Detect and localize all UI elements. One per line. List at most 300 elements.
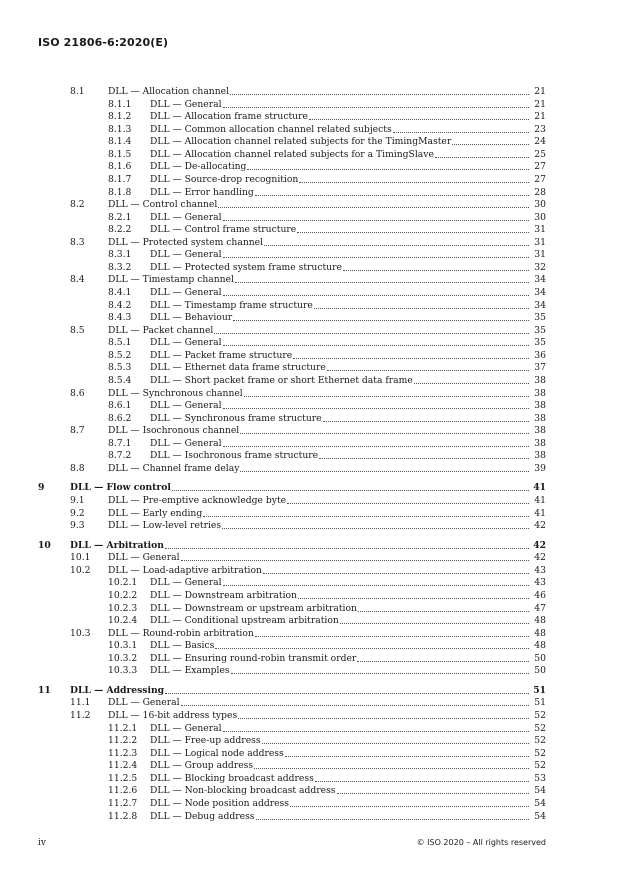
dot-leader bbox=[223, 337, 529, 346]
dot-leader bbox=[235, 274, 529, 283]
toc-entry-title: DLL — Addressing bbox=[70, 684, 165, 696]
dot-leader bbox=[255, 187, 529, 196]
toc-entry-line bbox=[108, 710, 546, 723]
dot-leader bbox=[223, 287, 529, 296]
toc-entry[interactable] bbox=[38, 552, 546, 565]
toc-entry-page: 50 bbox=[534, 665, 546, 677]
dot-leader bbox=[263, 565, 529, 574]
dot-leader bbox=[327, 362, 529, 371]
toc-entry[interactable] bbox=[38, 463, 546, 476]
toc-entry-number: 8.4.1 bbox=[108, 287, 132, 298]
toc-entry-title: DLL — Allocation channel related subjects for the TimingMaster bbox=[150, 136, 452, 148]
toc-entry-number: 8.1 bbox=[70, 86, 85, 97]
toc-entry-page: 30 bbox=[534, 211, 546, 223]
dot-leader bbox=[223, 723, 529, 732]
dot-leader bbox=[214, 325, 529, 334]
toc-entry-number: 11.2.3 bbox=[108, 747, 138, 759]
toc-entry-line bbox=[150, 362, 546, 375]
toc-entry-number: 9.1 bbox=[70, 495, 85, 506]
toc-entry-number: 8.1.5 bbox=[108, 148, 132, 160]
toc-entry-number: 11.2.1 bbox=[108, 722, 138, 734]
dot-leader bbox=[238, 710, 529, 719]
toc-entry-title: DLL — Allocation channel related subjects for a TimingSlave bbox=[150, 148, 434, 160]
dot-leader bbox=[223, 249, 529, 258]
copyright-notice: © ISO 2020 – All rights reserved bbox=[416, 838, 546, 847]
toc-entry-title: DLL — Source-drop recognition bbox=[150, 173, 299, 185]
toc-entry-line bbox=[108, 508, 546, 521]
dot-leader bbox=[358, 603, 529, 612]
toc-entry-page: 54 bbox=[534, 810, 546, 822]
toc-entry-number: 8.5.3 bbox=[108, 362, 132, 374]
toc-entry-line bbox=[150, 161, 546, 174]
toc-entry-title: DLL — Behaviour bbox=[150, 312, 233, 324]
toc-entry-page: 42 bbox=[533, 539, 546, 551]
toc-entry-title: DLL — Node position address bbox=[150, 797, 289, 809]
toc-entry-title: DLL — Control frame structure bbox=[150, 224, 297, 236]
dot-leader bbox=[340, 615, 529, 624]
toc-entry-line bbox=[150, 785, 546, 798]
toc-entry-number: 8.7 bbox=[70, 425, 85, 437]
toc-entry[interactable] bbox=[38, 723, 546, 736]
toc-entry-page: 52 bbox=[534, 722, 546, 734]
toc-entry-page: 38 bbox=[534, 450, 546, 462]
toc-entry[interactable] bbox=[38, 565, 546, 578]
dot-leader bbox=[298, 590, 529, 599]
toc-entry-page: 24 bbox=[534, 136, 546, 148]
toc-entry-number: 8.1.8 bbox=[108, 186, 132, 198]
toc-entry-page: 41 bbox=[534, 507, 546, 519]
toc-entry-page: 51 bbox=[533, 684, 546, 696]
toc-entry-number: 8.6.1 bbox=[108, 400, 132, 412]
toc-entry-title: DLL — 16-bit address types bbox=[108, 710, 238, 721]
toc-entry-page: 47 bbox=[534, 602, 546, 614]
toc-entry[interactable] bbox=[38, 350, 546, 363]
toc-entry[interactable] bbox=[38, 710, 546, 723]
toc-entry[interactable] bbox=[38, 249, 546, 262]
toc-entry-line bbox=[108, 425, 546, 438]
toc-entry-title: DLL — Short packet frame or short Ethernet data frame bbox=[150, 374, 413, 386]
toc-entry-number: 8.3 bbox=[70, 236, 85, 248]
toc-entry-page: 27 bbox=[534, 161, 546, 173]
chapter-gap bbox=[38, 475, 546, 482]
toc-entry-line bbox=[150, 450, 546, 463]
toc-entry-line bbox=[150, 603, 546, 616]
toc-entry[interactable] bbox=[38, 149, 546, 162]
toc-chapter-entry[interactable] bbox=[38, 540, 546, 553]
dot-leader bbox=[203, 508, 529, 517]
dot-leader bbox=[309, 111, 529, 120]
toc-entry-line bbox=[108, 463, 546, 476]
toc-entry-page: 35 bbox=[534, 337, 546, 349]
dot-leader bbox=[255, 628, 529, 637]
dot-leader bbox=[181, 552, 529, 561]
toc-entry[interactable] bbox=[38, 337, 546, 350]
toc-entry-page: 35 bbox=[534, 312, 546, 324]
toc-entry-line bbox=[150, 337, 546, 350]
toc-entry-title: DLL — Protected system frame structure bbox=[150, 261, 342, 273]
toc-entry-line bbox=[150, 413, 546, 426]
toc-entry-title: DLL — General bbox=[150, 98, 222, 110]
toc-entry[interactable] bbox=[38, 773, 546, 786]
toc-entry-title: DLL — Free-up address bbox=[150, 735, 261, 747]
toc-entry-line bbox=[150, 615, 546, 628]
toc-entry-line bbox=[150, 735, 546, 748]
toc-entry-page: 48 bbox=[534, 627, 546, 639]
toc-entry[interactable] bbox=[38, 640, 546, 653]
toc-entry-line bbox=[150, 124, 546, 137]
toc-entry-number: 8.5 bbox=[70, 324, 85, 336]
toc-entry-page: 31 bbox=[534, 224, 546, 236]
dot-leader bbox=[264, 237, 529, 246]
toc-entry-title: DLL — Packet channel bbox=[108, 324, 214, 336]
toc-entry-title: DLL — Logical node address bbox=[150, 747, 284, 759]
toc-entry-line bbox=[150, 300, 546, 313]
dot-leader bbox=[223, 577, 529, 586]
toc-entry-line bbox=[70, 540, 546, 553]
toc-entry-title: DLL — Timestamp channel bbox=[108, 274, 234, 286]
toc-entry-number: 8.6.2 bbox=[108, 412, 132, 424]
toc-entry[interactable] bbox=[38, 86, 546, 99]
toc-entry-title: DLL — Allocation frame structure bbox=[150, 111, 308, 123]
toc-entry-line bbox=[108, 199, 546, 212]
toc-entry-title: DLL — General bbox=[150, 577, 222, 589]
toc-entry[interactable] bbox=[38, 615, 546, 628]
toc-entry[interactable] bbox=[38, 174, 546, 187]
toc-entry[interactable] bbox=[38, 628, 546, 641]
dot-leader bbox=[435, 149, 529, 158]
toc-entry-title: DLL — Downstream arbitration bbox=[150, 589, 297, 601]
toc-entry[interactable] bbox=[38, 590, 546, 603]
document-header: ISO 21806-6:2020(E) bbox=[38, 36, 169, 49]
toc-entry-title: DLL — General bbox=[150, 722, 222, 734]
toc-entry-number: 8.6 bbox=[70, 387, 85, 399]
toc-entry-line bbox=[150, 111, 546, 124]
toc-entry-number: 8.7.2 bbox=[108, 450, 132, 462]
toc-entry-number: 9.3 bbox=[70, 520, 85, 532]
chapter-gap bbox=[38, 533, 546, 540]
toc-entry-number: 11.2.8 bbox=[108, 810, 138, 822]
toc-entry-title: DLL — Ethernet data frame structure bbox=[150, 362, 326, 374]
toc-entry-page: 28 bbox=[534, 186, 546, 198]
toc-entry-line bbox=[150, 312, 546, 325]
toc-entry-line bbox=[70, 685, 546, 698]
toc-entry[interactable] bbox=[38, 124, 546, 137]
toc-entry-line bbox=[150, 174, 546, 187]
dot-leader bbox=[230, 86, 529, 95]
toc-entry-line bbox=[150, 212, 546, 225]
dot-leader bbox=[254, 760, 529, 769]
toc-entry[interactable] bbox=[38, 99, 546, 112]
toc-entry-page: 27 bbox=[534, 173, 546, 185]
toc-entry-number: 8.5.1 bbox=[108, 337, 132, 349]
toc-entry-page: 21 bbox=[534, 98, 546, 110]
dot-leader bbox=[244, 388, 529, 397]
toc-entry-title: DLL — General bbox=[150, 337, 222, 349]
toc-entry-number: 8.1.4 bbox=[108, 136, 132, 148]
toc-entry-page: 46 bbox=[534, 589, 546, 601]
toc-entry-number: 11 bbox=[38, 684, 51, 696]
toc-entry[interactable] bbox=[38, 388, 546, 401]
dot-leader bbox=[319, 450, 529, 459]
toc-entry-line bbox=[150, 249, 546, 262]
toc-entry-page: 48 bbox=[534, 640, 546, 652]
toc-entry[interactable] bbox=[38, 111, 546, 124]
toc-entry[interactable] bbox=[38, 312, 546, 325]
toc-entry-page: 38 bbox=[534, 374, 546, 386]
dot-leader bbox=[231, 665, 529, 674]
toc-entry-title: DLL — Group address bbox=[150, 760, 254, 772]
toc-entry-title: DLL — Control channel bbox=[108, 199, 218, 211]
toc-entry-title: DLL — Arbitration bbox=[70, 539, 164, 551]
toc-entry-title: DLL — Examples bbox=[150, 665, 230, 677]
toc-entry[interactable] bbox=[38, 199, 546, 212]
toc-entry[interactable] bbox=[38, 438, 546, 451]
toc-entry[interactable] bbox=[38, 577, 546, 590]
toc-entry-page: 52 bbox=[534, 760, 546, 772]
toc-entry-number: 11.1 bbox=[70, 697, 91, 709]
toc-entry-page: 23 bbox=[534, 123, 546, 135]
toc-entry-line bbox=[150, 640, 546, 653]
toc-entry[interactable] bbox=[38, 425, 546, 438]
toc-entry-line bbox=[150, 99, 546, 112]
toc-entry[interactable] bbox=[38, 136, 546, 149]
toc-entry-number: 8.4.2 bbox=[108, 299, 132, 311]
toc-entry-number: 11.2.7 bbox=[108, 797, 138, 809]
toc-entry-line bbox=[108, 237, 546, 250]
dot-leader bbox=[290, 798, 529, 807]
toc-entry-number: 11.2.5 bbox=[108, 772, 138, 784]
toc-entry-page: 32 bbox=[534, 261, 546, 273]
dot-leader bbox=[357, 653, 529, 662]
dot-leader bbox=[299, 174, 529, 183]
dot-leader bbox=[222, 520, 529, 529]
toc-entry-number: 11.2.4 bbox=[108, 760, 138, 772]
toc-entry-number: 10.3.1 bbox=[108, 640, 138, 652]
toc-entry-page: 36 bbox=[534, 349, 546, 361]
toc-entry[interactable] bbox=[38, 665, 546, 678]
toc-entry-page: 43 bbox=[534, 577, 546, 589]
toc-entry-number: 8.4.3 bbox=[108, 312, 132, 324]
toc-entry-page: 52 bbox=[534, 747, 546, 759]
toc-entry-page: 39 bbox=[534, 462, 546, 474]
toc-entry[interactable] bbox=[38, 495, 546, 508]
toc-entry[interactable] bbox=[38, 325, 546, 338]
toc-entry-page: 38 bbox=[534, 412, 546, 424]
dot-leader bbox=[452, 136, 529, 145]
toc-entry-number: 8.5.4 bbox=[108, 374, 132, 386]
toc-entry-page: 37 bbox=[534, 362, 546, 374]
toc-entry-number: 8.3.2 bbox=[108, 261, 132, 273]
toc-entry-line bbox=[108, 495, 546, 508]
toc-entry-page: 41 bbox=[533, 482, 546, 494]
toc-entry-line bbox=[150, 149, 546, 162]
toc-entry-title: DLL — De-allocating bbox=[150, 161, 247, 173]
toc-entry-number: 8.4 bbox=[70, 274, 85, 286]
toc-entry-title: DLL — Conditional upstream arbitration bbox=[150, 615, 339, 627]
toc-entry[interactable] bbox=[38, 508, 546, 521]
dot-leader bbox=[414, 375, 529, 384]
toc-entry[interactable] bbox=[38, 653, 546, 666]
toc-entry[interactable] bbox=[38, 300, 546, 313]
toc-entry[interactable] bbox=[38, 413, 546, 426]
toc-entry-page: 31 bbox=[534, 249, 546, 261]
toc-entry-line bbox=[108, 697, 546, 710]
dot-leader bbox=[337, 785, 529, 794]
toc-entry-title: DLL — Channel frame delay bbox=[108, 462, 240, 474]
toc-entry-title: DLL — Isochronous channel bbox=[108, 425, 240, 437]
toc-entry[interactable] bbox=[38, 262, 546, 275]
toc-entry-number: 10.3 bbox=[70, 627, 91, 639]
toc-entry-page: 34 bbox=[534, 287, 546, 298]
toc-entry-number: 8.1.3 bbox=[108, 123, 132, 135]
toc-entry[interactable] bbox=[38, 224, 546, 237]
toc-entry[interactable] bbox=[38, 811, 546, 824]
toc-entry[interactable] bbox=[38, 212, 546, 225]
toc-entry-line bbox=[108, 274, 546, 287]
toc-entry-number: 10.2.3 bbox=[108, 602, 138, 614]
toc-entry-title: DLL — Ensuring round-robin transmit order bbox=[150, 652, 357, 664]
toc-entry-page: 38 bbox=[534, 400, 546, 412]
toc-entry-title: DLL — General bbox=[150, 437, 222, 449]
dot-leader bbox=[165, 540, 529, 549]
toc-entry-title: DLL — Timestamp frame structure bbox=[150, 299, 313, 311]
chapter-gap bbox=[38, 678, 546, 685]
toc-entry[interactable] bbox=[38, 274, 546, 287]
toc-entry[interactable] bbox=[38, 697, 546, 710]
dot-leader bbox=[223, 99, 529, 108]
toc-entry-page: 38 bbox=[534, 437, 546, 449]
toc-entry-number: 8.8 bbox=[70, 462, 85, 474]
toc-entry-title: DLL — Protected system channel bbox=[108, 236, 264, 248]
toc-entry[interactable] bbox=[38, 362, 546, 375]
toc-entry-page: 48 bbox=[534, 615, 546, 627]
dot-leader bbox=[343, 262, 529, 271]
toc-entry-number: 10.3.2 bbox=[108, 652, 138, 664]
toc-entry-title: DLL — Non-blocking broadcast address bbox=[150, 785, 336, 797]
toc-entry-title: DLL — Common allocation channel related subjects bbox=[150, 123, 392, 135]
toc-entry-title: DLL — Packet frame structure bbox=[150, 349, 293, 361]
toc-entry-title: DLL — General bbox=[150, 249, 222, 261]
toc-entry-line bbox=[150, 350, 546, 363]
toc-entry-page: 34 bbox=[534, 274, 546, 286]
toc-entry[interactable] bbox=[38, 375, 546, 388]
dot-leader bbox=[297, 224, 529, 233]
dot-leader bbox=[285, 748, 529, 757]
toc-entry-page: 53 bbox=[534, 772, 546, 784]
dot-leader bbox=[181, 697, 529, 706]
toc-entry-number: 8.5.2 bbox=[108, 349, 132, 361]
dot-leader bbox=[247, 161, 529, 170]
dot-leader bbox=[256, 811, 530, 820]
toc-entry[interactable] bbox=[38, 237, 546, 250]
toc-entry-line bbox=[108, 388, 546, 401]
toc-entry[interactable] bbox=[38, 187, 546, 200]
toc-entry-number: 10.3.3 bbox=[108, 665, 138, 677]
toc-entry-page: 25 bbox=[534, 148, 546, 160]
toc-entry-number: 9 bbox=[38, 482, 45, 494]
toc-entry-title: DLL — Basics bbox=[150, 640, 215, 652]
toc-entry-number: 8.1.1 bbox=[108, 98, 132, 110]
toc-entry-page: 54 bbox=[534, 785, 546, 797]
toc-entry-page: 30 bbox=[534, 199, 546, 211]
toc-entry[interactable] bbox=[38, 785, 546, 798]
toc-entry-page: 35 bbox=[534, 324, 546, 336]
dot-leader bbox=[215, 640, 529, 649]
toc-entry-line bbox=[108, 520, 546, 533]
toc-entry-title: DLL — General bbox=[150, 287, 222, 298]
toc-entry-number: 10.2.1 bbox=[108, 577, 138, 589]
toc-chapter-entry[interactable] bbox=[38, 685, 546, 698]
toc-chapter-entry[interactable] bbox=[38, 482, 546, 495]
toc-entry-page: 21 bbox=[534, 86, 546, 97]
toc-entry-number: 8.7.1 bbox=[108, 437, 132, 449]
toc-entry-title: DLL — General bbox=[150, 400, 222, 412]
toc-entry-page: 54 bbox=[534, 797, 546, 809]
toc-entry-title: DLL — Allocation channel bbox=[108, 86, 230, 97]
dot-leader bbox=[233, 312, 529, 321]
toc-entry-title: DLL — General bbox=[108, 697, 180, 709]
toc-entry-title: DLL — Isochronous frame structure bbox=[150, 450, 319, 462]
toc-entry[interactable] bbox=[38, 450, 546, 463]
toc-entry[interactable] bbox=[38, 603, 546, 616]
toc-entry-number: 10.2.2 bbox=[108, 589, 138, 601]
toc-entry-number: 8.2.1 bbox=[108, 211, 132, 223]
toc-entry-number: 8.1.6 bbox=[108, 161, 132, 173]
toc-entry[interactable] bbox=[38, 400, 546, 413]
toc-entry-page: 31 bbox=[534, 236, 546, 248]
dot-leader bbox=[315, 773, 529, 782]
toc-entry-title: DLL — Pre-emptive acknowledge byte bbox=[108, 495, 287, 506]
dot-leader bbox=[172, 482, 529, 491]
toc-entry-line bbox=[150, 262, 546, 275]
dot-leader bbox=[165, 685, 529, 694]
toc-entry-line bbox=[150, 287, 546, 300]
toc-entry-number: 10.1 bbox=[70, 552, 91, 564]
toc-entry[interactable] bbox=[38, 748, 546, 761]
toc-entry[interactable] bbox=[38, 161, 546, 174]
toc-entry-line bbox=[150, 375, 546, 388]
toc-entry[interactable] bbox=[38, 760, 546, 773]
toc-entry-number: 10.2.4 bbox=[108, 615, 138, 627]
dot-leader bbox=[240, 425, 529, 434]
toc-entry[interactable] bbox=[38, 287, 546, 300]
toc-entry-line bbox=[150, 577, 546, 590]
toc-entry-line bbox=[150, 136, 546, 149]
toc-entry[interactable] bbox=[38, 798, 546, 811]
toc-entry-title: DLL — Load-adaptive arbitration bbox=[108, 564, 262, 576]
toc-entry-number: 9.2 bbox=[70, 507, 85, 519]
toc-entry-title: DLL — Debug address bbox=[150, 810, 255, 822]
toc-entry-number: 8.3.1 bbox=[108, 249, 132, 261]
toc-entry-number: 11.2.6 bbox=[108, 785, 138, 797]
toc-entry-page: 42 bbox=[534, 520, 546, 532]
toc-entry-number: 8.2.2 bbox=[108, 224, 132, 236]
toc-entry[interactable] bbox=[38, 520, 546, 533]
toc-entry-page: 42 bbox=[534, 552, 546, 564]
dot-leader bbox=[262, 735, 529, 744]
page-number: iv bbox=[38, 838, 46, 848]
toc-entry-page: 41 bbox=[534, 495, 546, 506]
toc-entry-number: 8.2 bbox=[70, 199, 85, 211]
dot-leader bbox=[314, 300, 529, 309]
toc-entry-number: 11.2 bbox=[70, 710, 91, 721]
toc-entry-line bbox=[150, 187, 546, 200]
dot-leader bbox=[323, 413, 529, 422]
toc-entry[interactable] bbox=[38, 735, 546, 748]
toc-entry-number: 10.2 bbox=[70, 564, 91, 576]
toc-entry-line bbox=[150, 653, 546, 666]
toc-entry-line bbox=[150, 773, 546, 786]
